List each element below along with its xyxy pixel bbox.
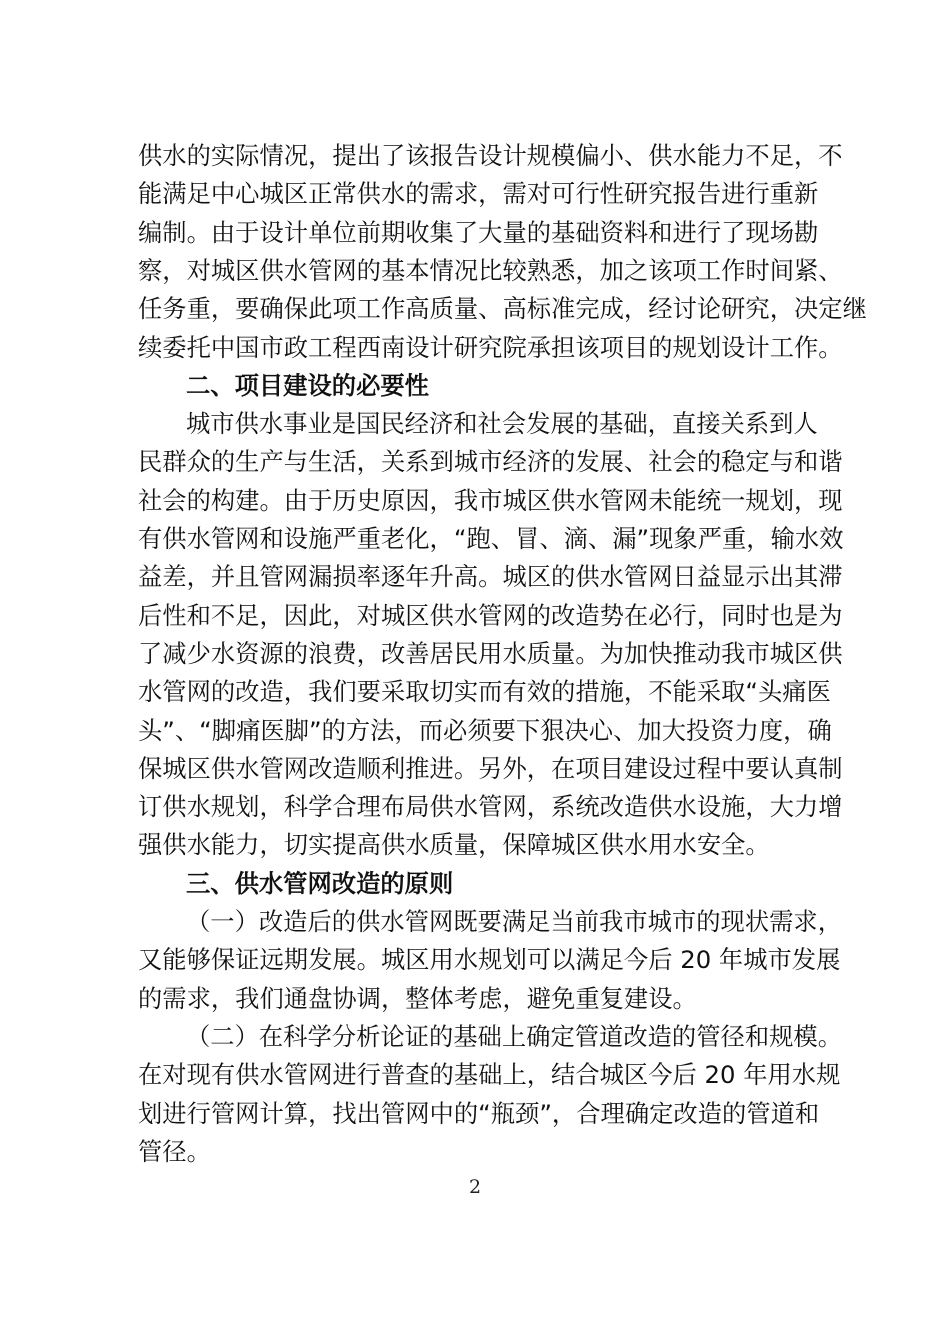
page-number: 2 <box>468 1176 482 1198</box>
text-line: 的需求，我们通盘协调，整体考虑，避免重复建设。 <box>138 983 697 1013</box>
text-line: 有供水管网和设施严重老化，“跑、冒、滴、漏”现象严重，输水效 <box>138 524 844 553</box>
text-line: 供水的实际情况，提出了该报告设计规模偏小、供水能力不足，不 <box>138 141 843 170</box>
text-line: 能满足中心城区正常供水的需求，需对可行性研究报告进行重新 <box>138 179 819 209</box>
text-line: 在对现有供水管网进行普查的基础上，结合城区今后 20 年用水规 <box>138 1060 841 1090</box>
text-line: 民群众的生产与生活，关系到城市经济的发展、社会的稳定与和谐 <box>138 447 843 477</box>
text-line: 头”、“脚痛医脚”的方法，而必须要下狠决心、加大投资力度，确 <box>138 715 832 745</box>
text-line: 水管网的改造，我们要采取切实而有效的措施，不能采取“头痛医 <box>138 677 831 707</box>
text-line: 订供水规划，科学合理布局供水管网，系统改造供水设施，大力增 <box>138 792 843 822</box>
text-line: 察，对城区供水管网的基本情况比较熟悉，加之该项工作时间紧、 <box>138 255 843 285</box>
text-line: 又能够保证远期发展。城区用水规划可以满足今后 20 年城市发展 <box>138 945 841 975</box>
section-heading: 三、供水管网改造的原则 <box>186 868 454 898</box>
text-line: 后性和不足，因此，对城区供水管网的改造势在必行，同时也是为 <box>138 600 843 630</box>
text-line: 管径。 <box>138 1136 211 1166</box>
text-line: 划进行管网计算，找出管网中的“瓶颈”，合理确定改造的管道和 <box>138 1098 820 1128</box>
text-line: 了减少水资源的浪费，改善居民用水质量。为加快推动我市城区供 <box>138 638 843 668</box>
text-line: 续委托中国市政工程西南设计研究院承担该项目的规划设计工作。 <box>138 332 843 362</box>
text-line: （一）改造后的供水管网既要满足当前我市城市的现状需求， <box>186 907 843 936</box>
text-line: 强供水能力，切实提高供水质量，保障城区供水用水安全。 <box>138 830 770 860</box>
text-line: 保城区供水管网改造顺利推进。另外，在项目建设过程中要认真制 <box>138 753 843 783</box>
section-heading: 二、项目建设的必要性 <box>186 370 429 400</box>
text-line: 城市供水事业是国民经济和社会发展的基础，直接关系到人 <box>186 409 818 439</box>
text-line: （二）在科学分析论证的基础上确定管道改造的管径和规模。 <box>186 1021 843 1051</box>
text-line: 益差，并且管网漏损率逐年升高。城区的供水管网日益显示出其滞 <box>138 562 843 592</box>
text-line: 编制。由于设计单位前期收集了大量的基础资料和进行了现场勘 <box>138 217 819 247</box>
text-line: 社会的构建。由于历史原因，我市城区供水管网未能统一规划，现 <box>138 485 843 515</box>
text-line: 任务重，要确保此项工作高质量、高标准完成，经讨论研究，决定继 <box>138 294 867 324</box>
